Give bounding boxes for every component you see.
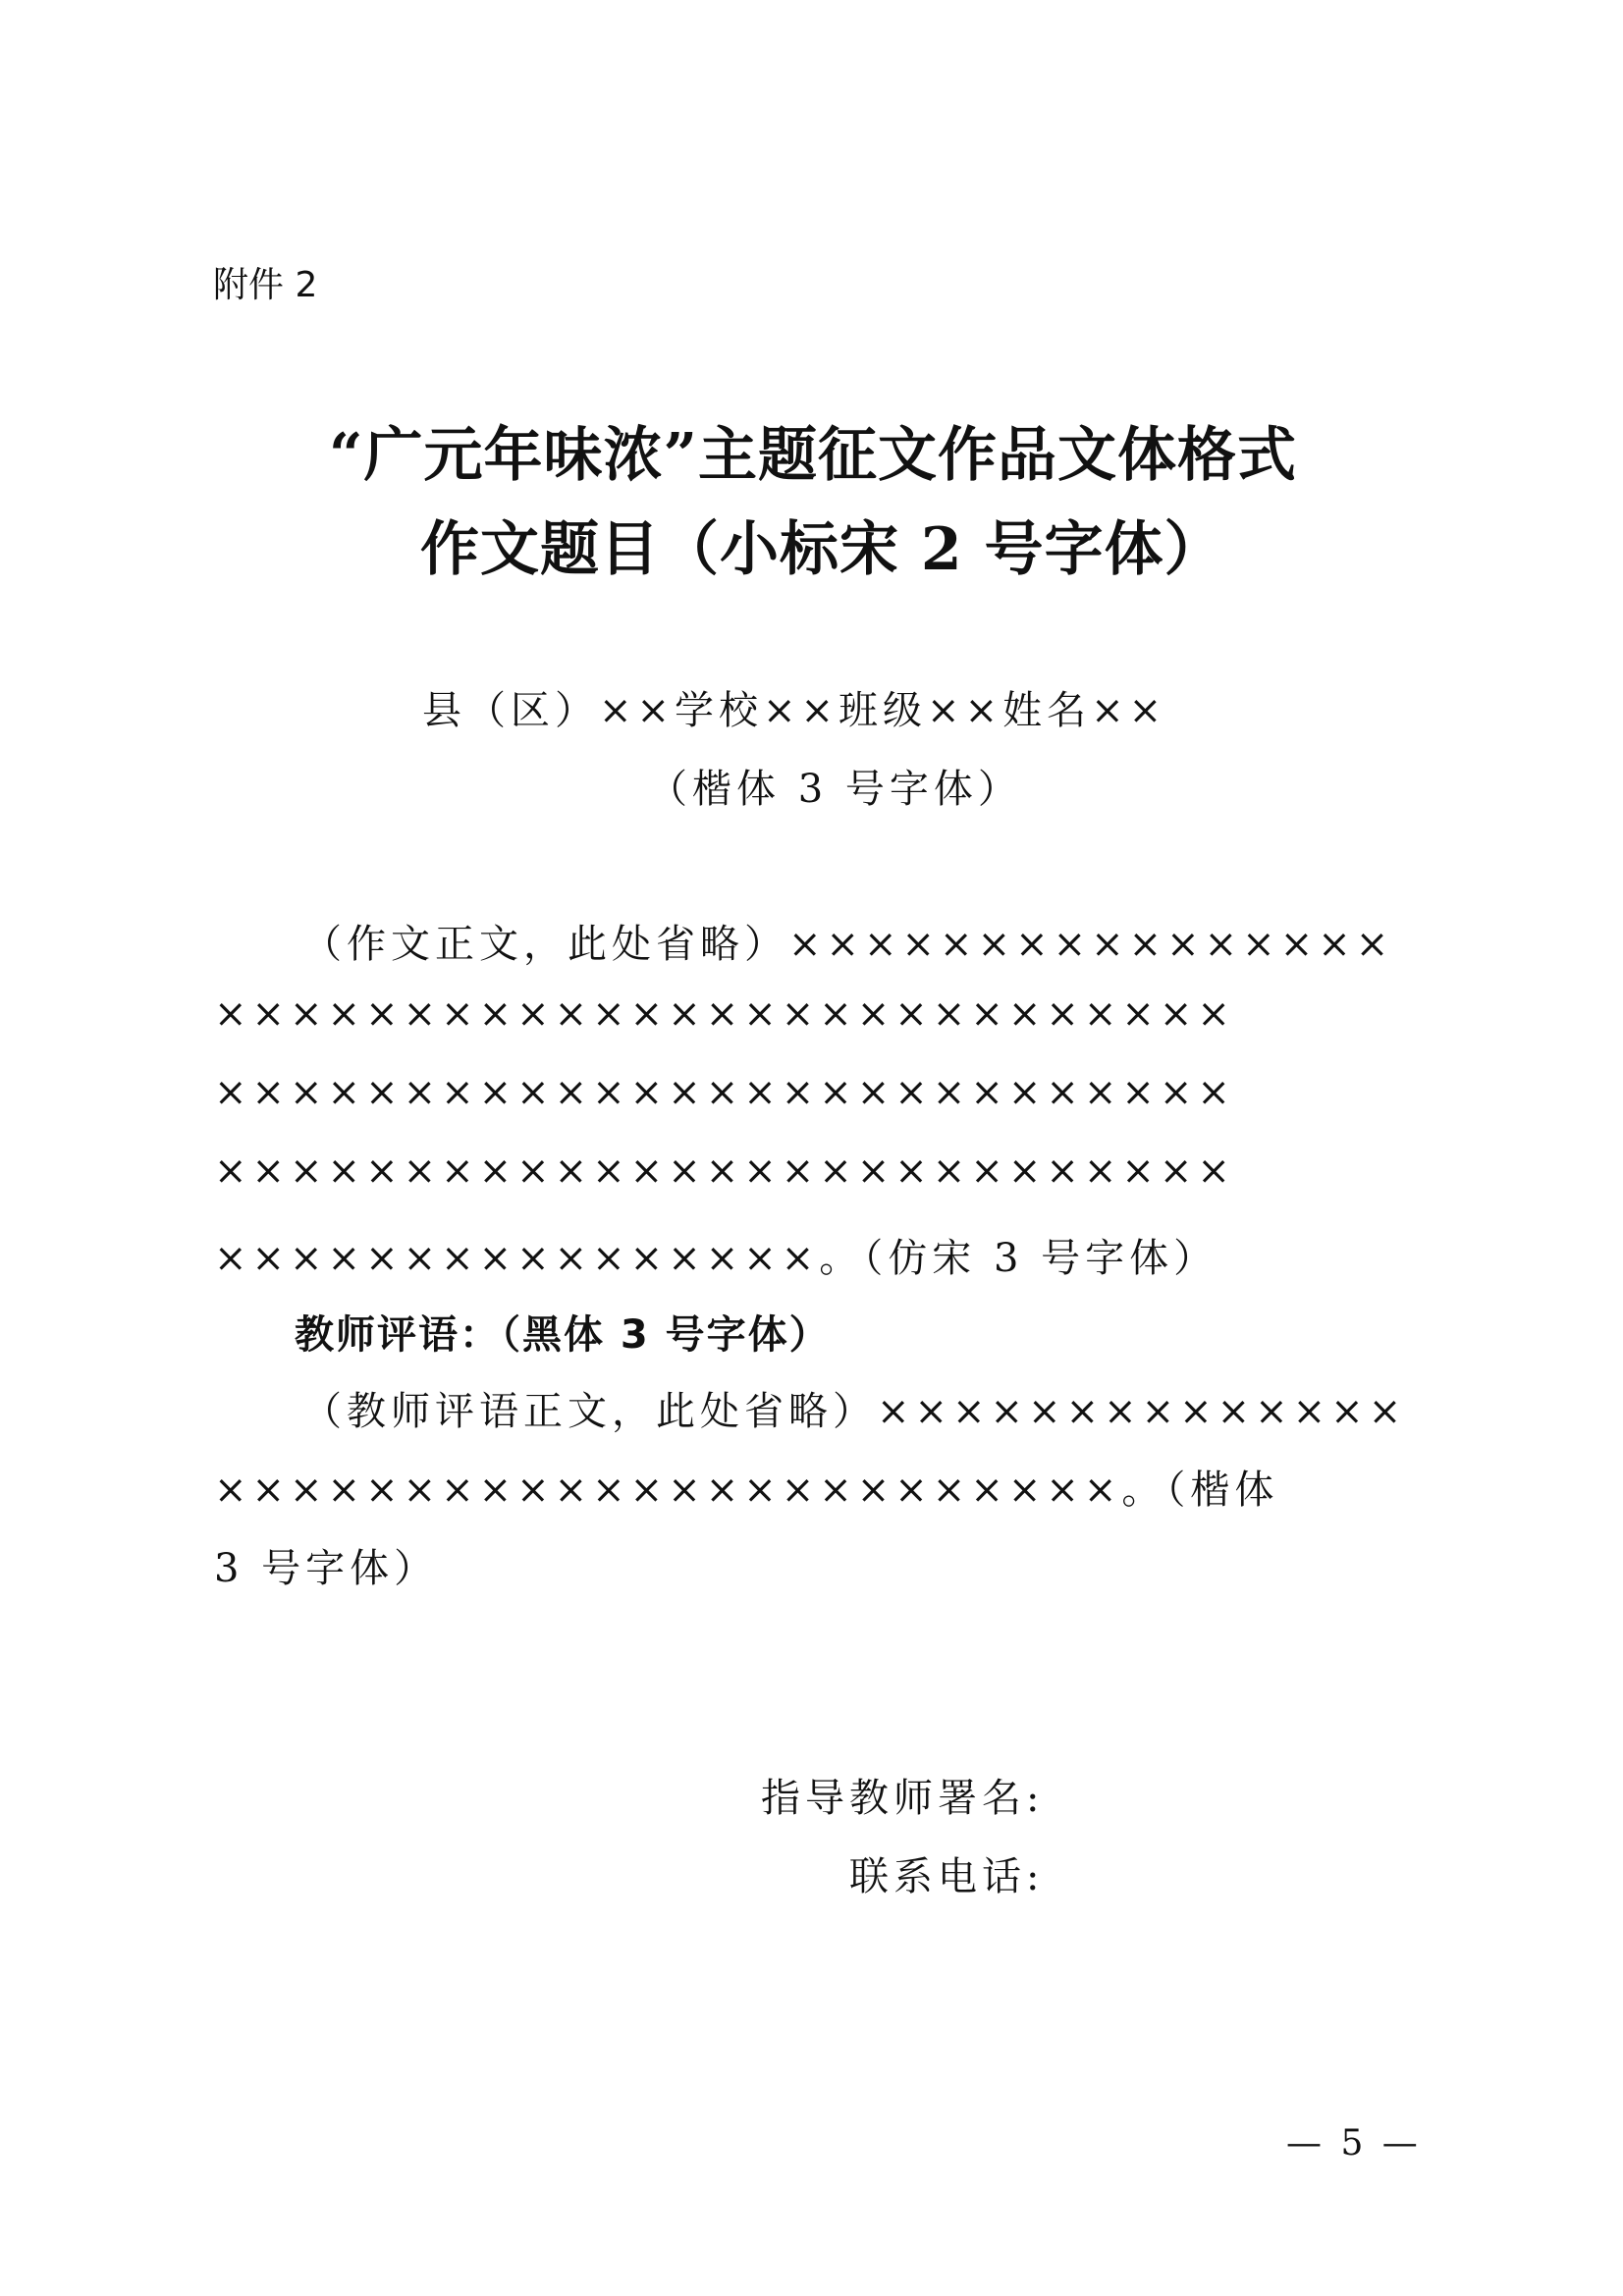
document-title-line-1: “广元年味浓”主题征文作品文体格式 xyxy=(329,421,1298,490)
document-title-line-2: 作文题目（小标宋 2 号字体） xyxy=(420,515,1224,584)
teacher-comment-heading: 教师评语：（黑体 3 号字体） xyxy=(295,1312,831,1358)
essay-body-line: （作文正文，此处省略）×××××××××××××××× xyxy=(302,922,1394,967)
author-info-font-note: （楷体 3 号字体） xyxy=(648,767,1022,812)
essay-body-line: ××××××××××××××××。（仿宋 3 号字体） xyxy=(214,1236,1218,1281)
essay-body-line: ××××××××××××××××××××××××××× xyxy=(214,1148,1235,1194)
author-info-line: 县（区）××学校××班级××姓名×× xyxy=(422,688,1167,733)
essay-body-line: ××××××××××××××××××××××××××× xyxy=(214,991,1235,1037)
contact-phone-label: 联系电话: xyxy=(849,1854,1045,1899)
page-number: — 5 — xyxy=(1286,2123,1422,2163)
attachment-label: 附件 2 xyxy=(213,265,318,305)
teacher-signature-label: 指导教师署名: xyxy=(761,1776,1045,1821)
teacher-comment-line: （教师评语正文，此处省略）×××××××××××××× xyxy=(302,1389,1407,1434)
essay-body-line: ××××××××××××××××××××××××××× xyxy=(214,1070,1235,1115)
teacher-comment-line: ××××××××××××××××××××××××。（楷体 xyxy=(214,1468,1279,1513)
teacher-comment-line: 3 号字体） xyxy=(214,1546,439,1591)
